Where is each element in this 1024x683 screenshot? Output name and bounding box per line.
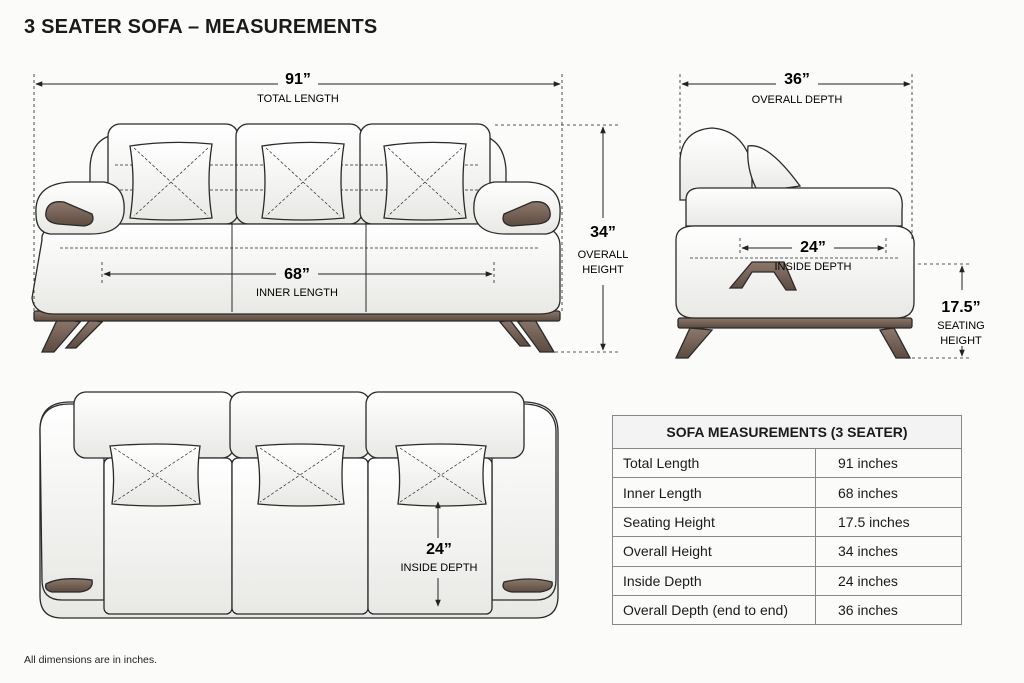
- page-title: 3 SEATER SOFA – MEASUREMENTS: [24, 16, 378, 38]
- front-pillow-1: [130, 142, 212, 220]
- seating-height-value: 17.5”: [941, 299, 981, 316]
- table-row: [613, 595, 962, 624]
- table-heading: SOFA MEASUREMENTS (3 SEATER): [613, 416, 962, 449]
- table-row: [613, 478, 962, 507]
- row-label: Inner Length: [613, 478, 816, 507]
- row-label: Seating Height: [613, 507, 816, 536]
- table-row: [613, 507, 962, 536]
- top-pillow-1: [110, 444, 200, 506]
- side-base: [678, 318, 912, 328]
- side-seat-cushion: [686, 188, 902, 226]
- top-pillow-2: [256, 444, 344, 506]
- top-left-arm-wood: [46, 579, 93, 592]
- top-view: [40, 392, 558, 618]
- front-view: [32, 124, 560, 352]
- seating-height-label-1: SEATING: [937, 320, 985, 332]
- row-label: Inside Depth: [613, 566, 816, 595]
- table-row: [613, 449, 962, 478]
- front-pillow-2: [262, 142, 344, 220]
- inner-length-value: 68”: [284, 266, 310, 283]
- inner-length-label: INNER LENGTH: [256, 287, 338, 299]
- row-value: 24 inches: [816, 566, 962, 595]
- row-value: 17.5 inches: [816, 507, 962, 536]
- seating-height-label-2: HEIGHT: [940, 335, 982, 347]
- row-value: 68 inches: [816, 478, 962, 507]
- top-inside-depth-value: 24”: [426, 541, 452, 558]
- overall-height-value: 34”: [590, 224, 616, 241]
- side-front-leg: [676, 328, 712, 358]
- row-value: 36 inches: [816, 595, 962, 624]
- top-inside-depth-label: INSIDE DEPTH: [400, 562, 478, 574]
- measurements-table: [612, 415, 962, 625]
- front-pillow-3: [384, 142, 466, 220]
- row-label: Total Length: [613, 449, 816, 478]
- overall-height-label-2: HEIGHT: [582, 264, 624, 276]
- top-right-arm-wood: [503, 579, 552, 592]
- row-value: 34 inches: [816, 537, 962, 566]
- row-value: 91 inches: [816, 449, 962, 478]
- footnote: All dimensions are in inches.: [24, 654, 158, 666]
- side-inside-depth-value: 24”: [800, 239, 826, 256]
- table-row: [613, 566, 962, 595]
- overall-depth-label: OVERALL DEPTH: [751, 94, 843, 106]
- side-back-leg: [880, 328, 910, 358]
- total-length-label: TOTAL LENGTH: [257, 93, 339, 105]
- side-view: [676, 128, 914, 358]
- overall-depth-value: 36”: [784, 71, 810, 88]
- row-label: Overall Depth (end to end): [613, 595, 816, 624]
- row-label: Overall Height: [613, 537, 816, 566]
- overall-height-label-1: OVERALL: [577, 249, 629, 261]
- front-right-leg: [518, 318, 554, 352]
- table-row: [613, 537, 962, 566]
- side-back-pillow: [748, 146, 800, 192]
- side-inside-depth-label: INSIDE DEPTH: [774, 261, 852, 273]
- top-pillow-3: [396, 444, 486, 506]
- total-length-value: 91”: [285, 71, 311, 88]
